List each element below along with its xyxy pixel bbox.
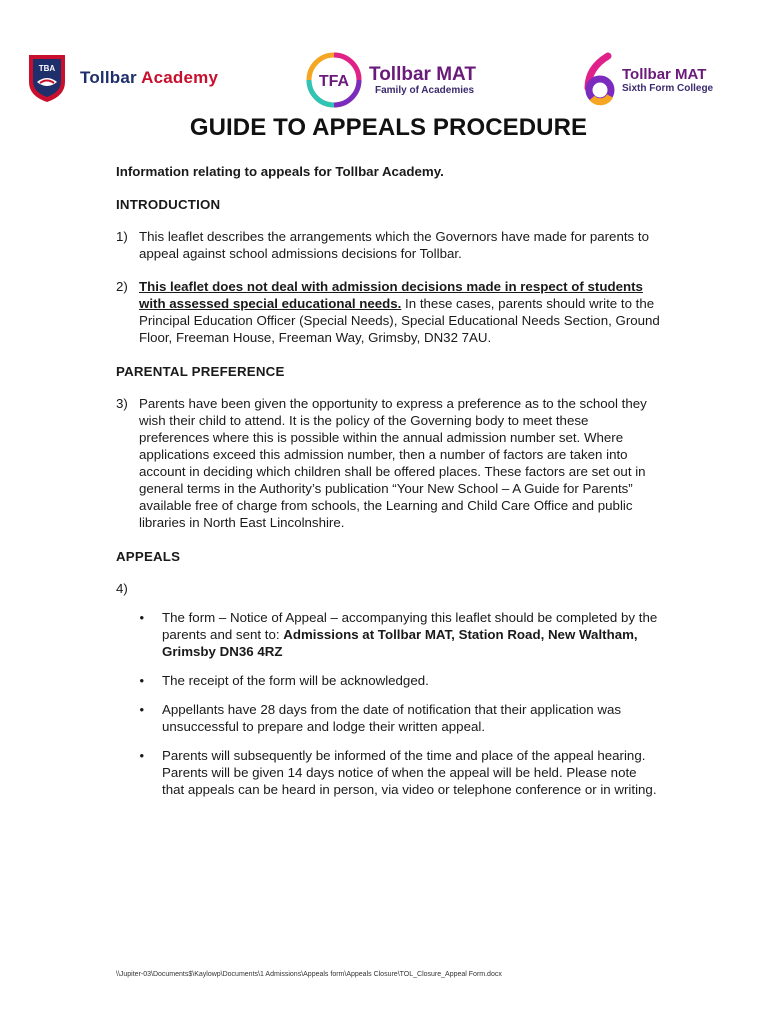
heading-appeals: APPEALS bbox=[116, 549, 181, 564]
list-item bbox=[116, 701, 661, 735]
tollbar-academy-logo bbox=[26, 52, 218, 104]
tba-name-part2: Academy bbox=[136, 68, 219, 87]
heading-parental-preference: PARENTAL PREFERENCE bbox=[116, 364, 285, 379]
bullet-3-text: Appellants have 28 days from the date of notification that their application was unsuccessful to prepare and lodge their written appeal. bbox=[162, 702, 622, 734]
bullet-icon: • bbox=[139, 702, 144, 717]
tba-name-part1: Tollbar bbox=[80, 68, 137, 87]
paragraph-4-number: 4) bbox=[116, 581, 128, 596]
bullet-1-text: The form – Notice of Appeal – accompanying this leaflet should be completed by the parents and sent to: bbox=[162, 610, 658, 642]
tollbar-academy-wordmark bbox=[80, 68, 218, 88]
paragraph-3-text: Parents have been given the opportunity to express a preference as to the school they wish their child to attend. It is the policy of the Governing body to meet these preferences where this is possible within the annual admission number set. Where applications exceed this admission number, then a number of factors are taken into account in deciding which children shall be offered places. These factors are set out in general terms in the Authority’s publication “Your New School – A Guide for Parents” available free of charge from schools, the Learning and Child Care Office and public libraries in North East Lincolnshire. bbox=[139, 396, 647, 530]
document-title: GUIDE TO APPEALS PROCEDURE bbox=[189, 114, 588, 141]
tfa-circle-icon bbox=[305, 51, 363, 109]
tfa-subtitle: Family of Academies bbox=[375, 84, 475, 96]
paragraph-3 bbox=[116, 395, 661, 531]
sixth-form-subtitle: Sixth Form College bbox=[622, 82, 714, 94]
tfa-title: Tollbar MAT bbox=[369, 63, 476, 85]
paragraph-1-text: This leaflet describes the arrangements which the Governors have made for parents to appeal against school admissions decisions for Tollbar. bbox=[139, 229, 649, 261]
paragraph-2 bbox=[116, 278, 661, 346]
bullet-icon: • bbox=[139, 673, 144, 688]
tfa-logo bbox=[305, 51, 476, 109]
paragraph-2-bold-text: This leaflet does not deal with admission decisions made in respect of students with assessed special educational needs. bbox=[139, 279, 643, 311]
appeals-bullet-list bbox=[116, 609, 661, 798]
footer-file-path: \\Jupiter-03\Documents$\Kaylowp\Documents\1 Admissions\Appeals form\Appeals Closure\TOL_Closure_Appeal Form.docx bbox=[116, 971, 502, 978]
document-body bbox=[116, 114, 661, 798]
sixth-form-six-icon bbox=[580, 52, 618, 108]
paragraph-4 bbox=[116, 580, 661, 597]
list-item bbox=[116, 672, 661, 689]
sixth-form-title: Tollbar MAT bbox=[622, 65, 707, 83]
bullet-icon: • bbox=[139, 748, 144, 763]
sixth-form-logo bbox=[580, 52, 713, 108]
six-mark-text: 6 bbox=[598, 94, 600, 95]
tba-shield-icon bbox=[26, 52, 68, 104]
paragraph-1-number: 1) bbox=[116, 229, 128, 244]
list-item bbox=[116, 609, 661, 660]
logo-bar bbox=[0, 48, 770, 118]
heading-introduction: INTRODUCTION bbox=[116, 197, 221, 212]
bullet-2-text: The receipt of the form will be acknowledged. bbox=[162, 673, 429, 688]
tba-badge-text: TBA bbox=[38, 64, 56, 73]
paragraph-1 bbox=[116, 228, 661, 262]
list-item bbox=[116, 747, 661, 798]
tfa-badge-text: TFA bbox=[318, 73, 350, 90]
paragraph-3-number: 3) bbox=[116, 396, 128, 411]
paragraph-2-number: 2) bbox=[116, 279, 128, 294]
document-subtitle: Information relating to appeals for Tollbar Academy. bbox=[116, 164, 444, 179]
bullet-1-address: Admissions at Tollbar MAT, Station Road, New Waltham, Grimsby DN36 4RZ bbox=[162, 627, 638, 659]
bullet-4-text: Parents will subsequently be informed of the time and place of the appeal hearing. Parents will be given 14 days notice of when the appeal will be held. Please note that appeals can be heard in person, via video or telephone conference or in writing. bbox=[162, 748, 657, 797]
paragraph-2-text: In these cases, parents should write to the Principal Education Officer (Special Needs), Special Educational Needs Section, Ground Floor, Freeman House, Freeman Way, Grimsby, DN32 7AU. bbox=[139, 296, 660, 345]
bullet-icon: • bbox=[139, 610, 144, 625]
